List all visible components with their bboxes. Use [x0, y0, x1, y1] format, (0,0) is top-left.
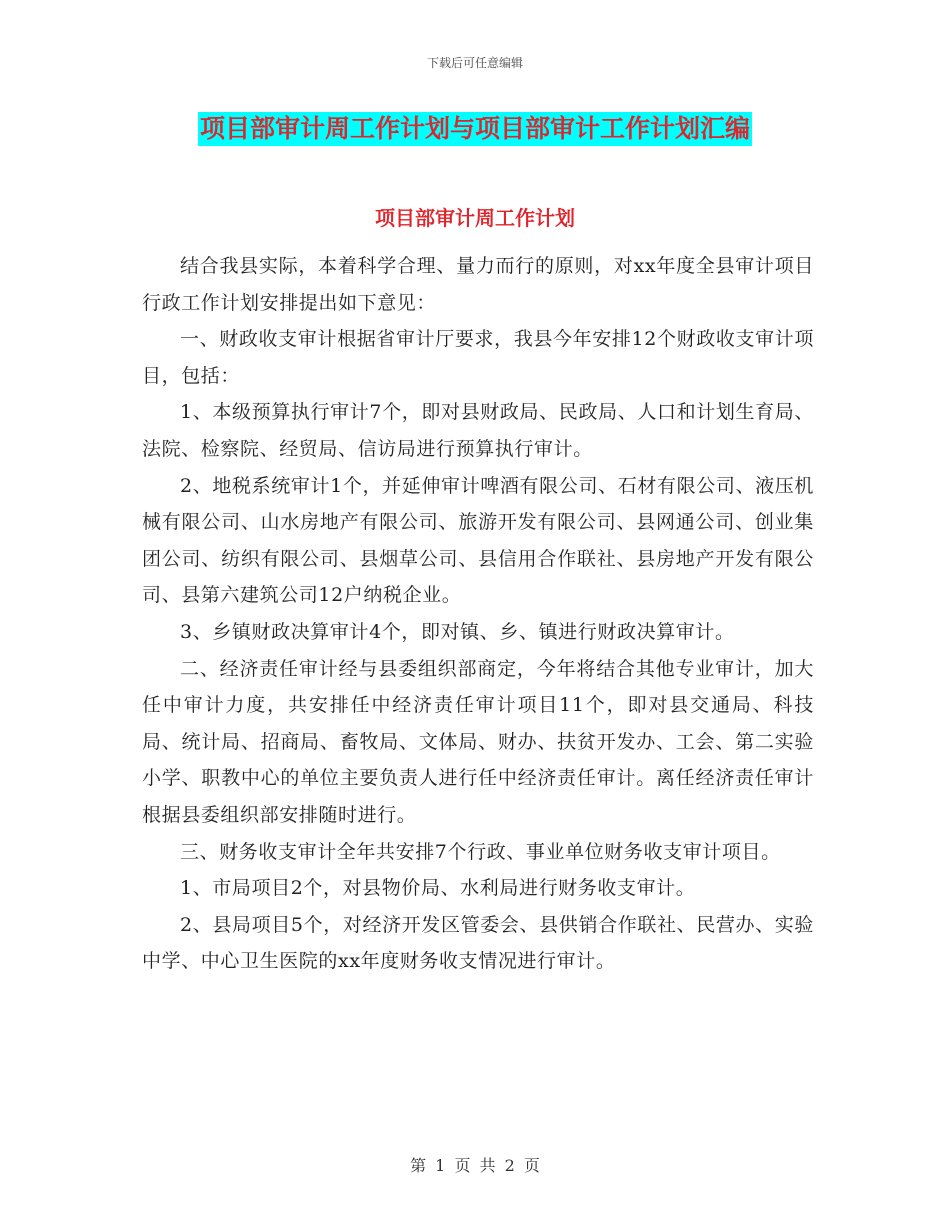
paragraph: 2、县局项目5个，对经济开发区管委会、县供销合作联社、民营办、实验中学、中心卫生医院的xx年度财务收支情况进行审计。: [142, 913, 814, 973]
paragraph: 1、市局项目2个，对县物价局、水利局进行财务收支审计。: [180, 877, 696, 900]
paragraph: 一、财政收支审计根据省审计厅要求，我县今年安排12个财政收支审计项目，包括：: [142, 328, 814, 387]
page-footer: 第 1 页 共 2 页: [410, 1156, 540, 1175]
document-body: [142, 248, 814, 980]
paragraph: 1、本级预算执行审计7个，即对县财政局、民政局、人口和计划生育局、法院、检察院、经贸局、信访局进行预算执行审计。: [142, 401, 814, 460]
section-title: 项目部审计周工作计划: [375, 206, 575, 230]
paragraph: 3、乡镇财政决算审计4个，即对镇、乡、镇进行财政决算审计。: [180, 620, 735, 643]
header-note: 下载后可任意编辑: [426, 56, 523, 70]
paragraph: 二、经济责任审计经与县委组织部商定，今年将结合其他专业审计，加大任中审计力度，共安排任中经济责任审计项目11个，即对县交通局、科技局、统计局、招商局、畜牧局、文体局、财办、扶贫开发办、工会、第二实验小学、职教中心的单位主要负责人进行任中经济责任审计。离任经济责任审计根据县委组织部安排随时进行。: [142, 657, 814, 826]
paragraph: 结合我县实际，本着科学合理、量力而行的原则，对xx年度全县审计项目行政工作计划安排提出如下意见：: [142, 255, 814, 314]
paragraph: 三、财务收支审计全年共安排7个行政、事业单位财务收支审计项目。: [180, 840, 781, 863]
main-title: 项目部审计周工作计划与项目部审计工作计划汇编: [198, 112, 752, 146]
paragraph: 2、地税系统审计1个，并延伸审计啤酒有限公司、石材有限公司、液压机械有限公司、山水房地产有限公司、旅游开发有限公司、县网通公司、创业集团公司、纺织有限公司、县烟草公司、县信用合作联社、县房地产开发有限公司、县第六建筑公司12户纳税企业。: [142, 474, 814, 607]
main-title-container: [0, 112, 950, 146]
